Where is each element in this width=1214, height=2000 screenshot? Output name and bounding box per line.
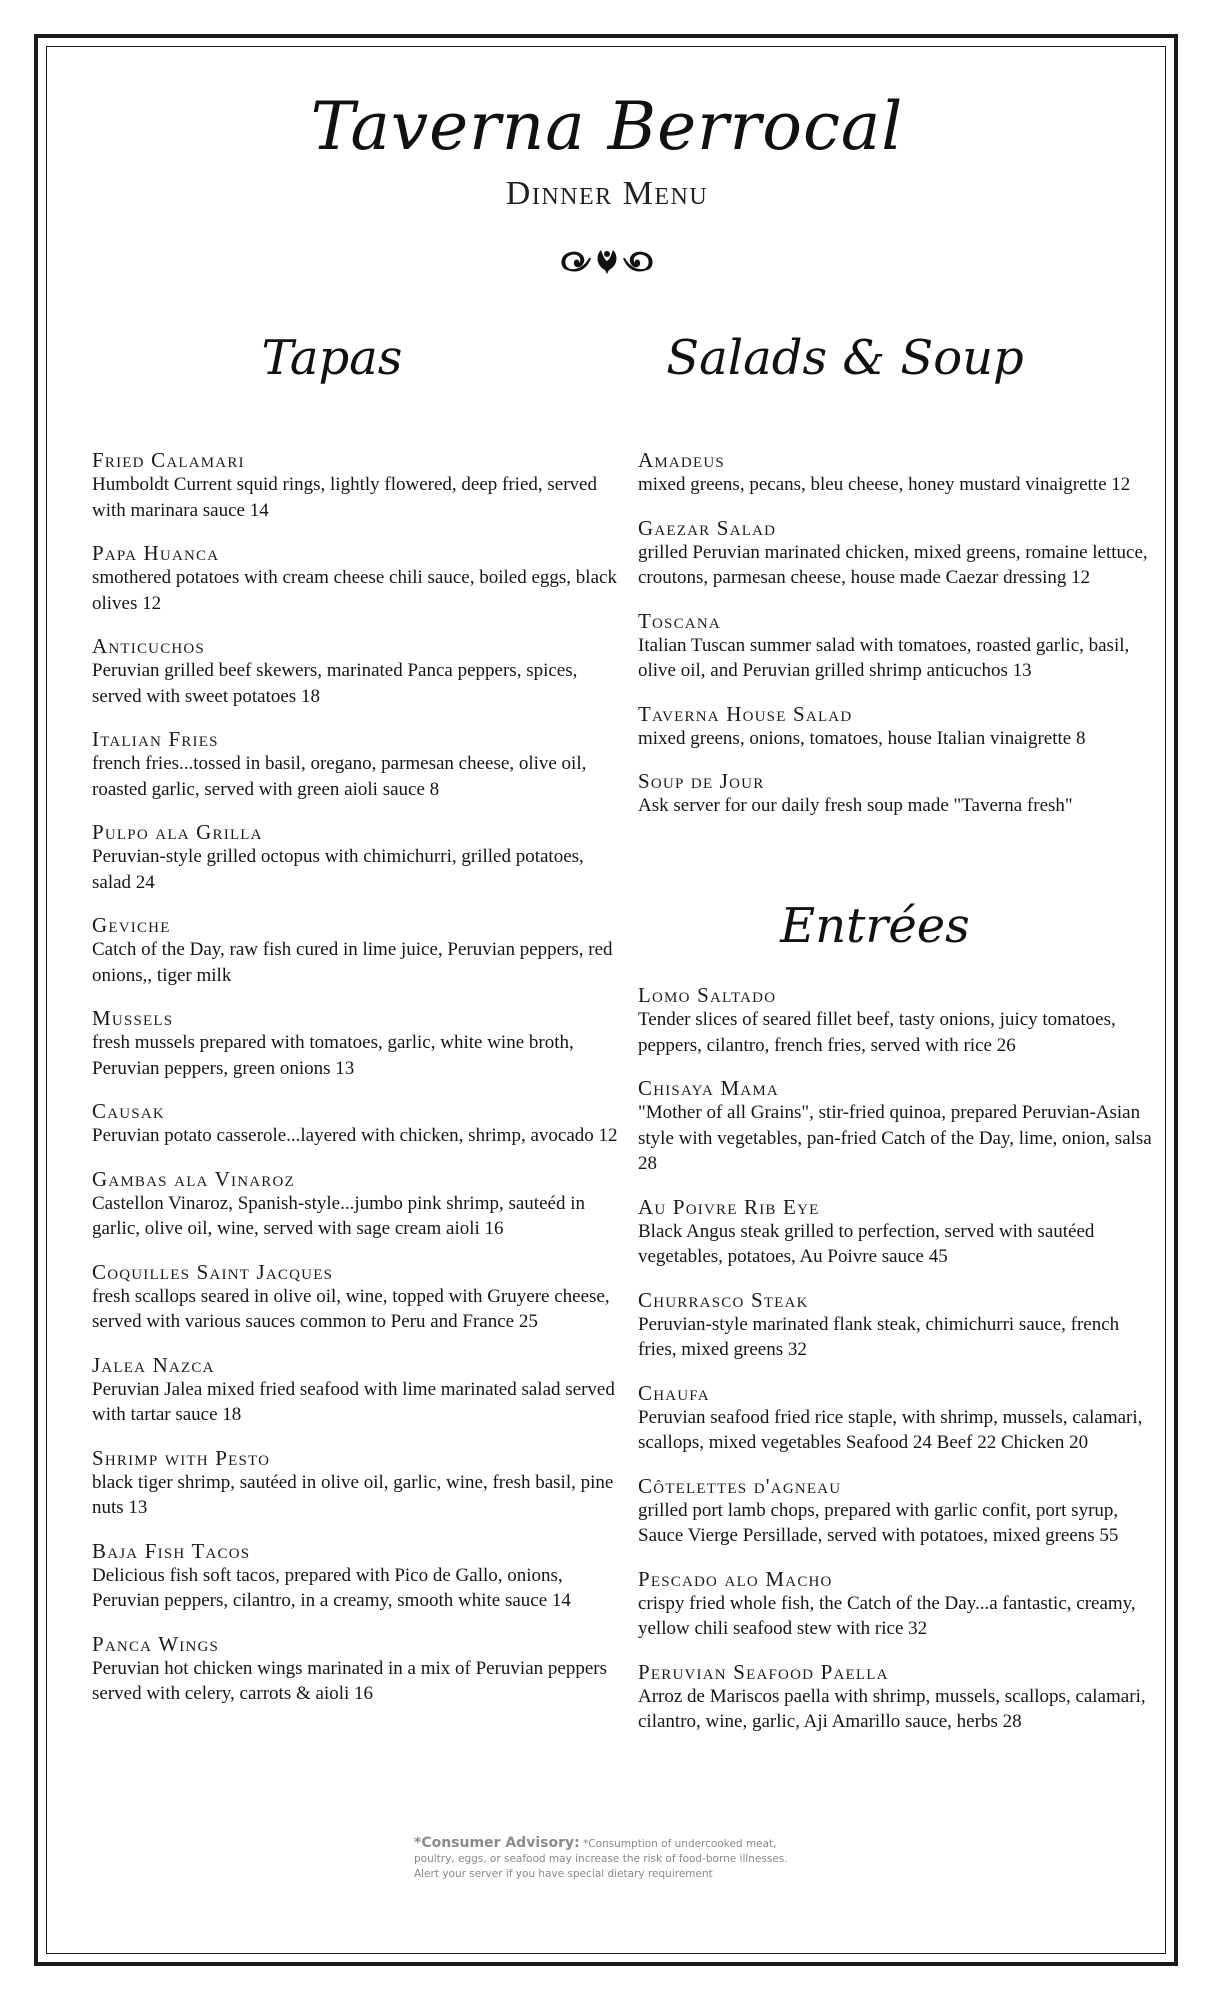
menu-item xyxy=(92,1099,622,1149)
menu-item-description: Arroz de Mariscos paella with shrimp, mussels, scallops, calamari, cilantro, wine, garlic, Aji Amarillo sauce, herbs 28 xyxy=(638,1685,1146,1732)
menu-item-name: Gambas ala Vinaroz xyxy=(92,1166,295,1191)
menu-item-name: Baja Fish Tacos xyxy=(92,1538,251,1563)
menu-item-description: grilled port lamb chops, prepared with garlic confit, port syrup, Sauce Vierge Persillade, served with potatoes, mixed greens 55 xyxy=(638,1499,1119,1546)
menu-item-description: mixed greens, onions, tomatoes, house Italian vinaigrette 8 xyxy=(638,727,1086,749)
menu-item-description: Peruvian hot chicken wings marinated in a mix of Peruvian peppers served with celery, carrots & aioli 16 xyxy=(92,1657,607,1704)
menu-item-description: Peruvian-style grilled octopus with chimichurri, grilled potatoes, salad 24 xyxy=(92,846,584,893)
menu-item-description: mixed greens, pecans, bleu cheese, honey mustard vinaigrette 12 xyxy=(638,474,1131,495)
entrees-heading: Entrées xyxy=(780,898,970,954)
advisory-label: *Consumer Advisory: xyxy=(414,1835,580,1851)
menu-item xyxy=(92,634,622,709)
menu-item-description: grilled Peruvian marinated chicken, mixed greens, romaine lettuce, croutons, parmesan cheese, house made Caezar dressing 12 xyxy=(638,541,1148,588)
menu-item xyxy=(92,541,622,616)
menu-item-name: Coquilles Saint Jacques xyxy=(92,1259,334,1284)
menu-item xyxy=(92,1006,622,1081)
menu-item-name: Fried Calamari xyxy=(92,448,245,472)
advisory-text: *Consumption of undercooked meat, poultry, eggs, or seafood may increase the risk of food-borne illnesses. Alert your server if you have special dietary requirement xyxy=(414,1838,788,1880)
salads-soup-heading: Salads & Soup xyxy=(666,330,1024,386)
menu-item xyxy=(638,1288,1158,1363)
menu-item xyxy=(92,448,622,523)
menu-item-description: Italian Tuscan summer salad with tomatoes, roasted garlic, basil, olive oil, and Peruvian grilled shrimp anticuchos 13 xyxy=(638,634,1130,681)
menu-item-name: Taverna House Salad xyxy=(638,701,853,726)
menu-item-name: Italian Fries xyxy=(92,727,219,751)
menu-item-description: Black Angus steak grilled to perfection, served with sautéed vegetables, potatoes, Au Poivre sauce 45 xyxy=(638,1220,1095,1267)
menu-item xyxy=(638,983,1158,1058)
menu-item xyxy=(92,1446,622,1521)
menu-item-name: Mussels xyxy=(92,1006,174,1030)
menu-item-description: Tender slices of seared fillet beef, tasty onions, juicy tomatoes, peppers, cilantro, french fries, served with rice 26 xyxy=(638,1009,1116,1056)
menu-item-description: Peruvian grilled beef skewers, marinated Panca peppers, spices, served with sweet potatoes 18 xyxy=(92,660,578,707)
menu-item-description: Castellon Vinaroz, Spanish-style...jumbo pink shrimp, sauteéd in garlic, olive oil, wine, served with sage cream aioli 16 xyxy=(92,1192,585,1239)
salads-list xyxy=(638,448,1158,837)
menu-item-description: smothered potatoes with cream cheese chili sauce, boiled eggs, black olives 12 xyxy=(92,567,617,614)
menu-item xyxy=(92,913,622,988)
menu-item-name: Chisaya Mama xyxy=(638,1076,779,1100)
tapas-list xyxy=(92,448,622,1725)
menu-item xyxy=(638,1076,1158,1177)
menu-item-name: Côtelettes d'agneau xyxy=(638,1473,842,1498)
menu-item-name: Anticuchos xyxy=(92,634,206,658)
menu-item xyxy=(92,1539,622,1614)
menu-item-name: Pescado alo Macho xyxy=(638,1566,833,1591)
menu-item-description: Humboldt Current squid rings, lightly flowered, deep fried, served with marinara sauce 14 xyxy=(92,474,597,521)
menu-item xyxy=(92,1167,622,1242)
menu-item xyxy=(638,1567,1158,1642)
menu-item-name: Chaufa xyxy=(638,1380,710,1405)
menu-item-description: Ask server for our daily fresh soup made "Taverna fresh" xyxy=(638,795,1073,816)
consumer-advisory xyxy=(414,1836,794,1882)
menu-item-description: crispy fried whole fish, the Catch of the Day...a fantastic, creamy, yellow chili seafood stew with rice 32 xyxy=(638,1592,1136,1639)
menu-item-name: Panca Wings xyxy=(92,1631,220,1656)
menu-item-description: black tiger shrimp, sautéed in olive oil, garlic, wine, fresh basil, pine nuts 13 xyxy=(92,1471,614,1518)
menu-item xyxy=(638,609,1158,684)
menu-item-name: Au Poivre Rib Eye xyxy=(638,1194,820,1219)
menu-item-name: Lomo Saltado xyxy=(638,983,777,1007)
menu-item-description: fresh scallops seared in olive oil, wine, topped with Gruyere cheese, served with various sauces common to Peru and France 25 xyxy=(92,1285,610,1332)
menu-item xyxy=(638,1660,1158,1735)
menu-item-name: Jalea Nazca xyxy=(92,1352,215,1377)
entrees-list xyxy=(638,983,1158,1753)
menu-item-description: Peruvian potato casserole...layered with chicken, shrimp, avocado 12 xyxy=(92,1125,618,1146)
menu-item-name: Amadeus xyxy=(638,448,725,472)
menu-item xyxy=(638,702,1158,752)
tapas-heading: Tapas xyxy=(261,330,403,386)
menu-item-description: fresh mussels prepared with tomatoes, garlic, white wine broth, Peruvian peppers, green onions 13 xyxy=(92,1032,574,1079)
menu-item-description: Peruvian-style marinated flank steak, chimichurri sauce, french fries, mixed greens 32 xyxy=(638,1313,1120,1360)
menu-item-description: Peruvian seafood fried rice staple, with shrimp, mussels, calamari, scallops, mixed vegetables Seafood 24 Beef 22 Chicken 20 xyxy=(638,1406,1143,1453)
menu-item-description: "Mother of all Grains", stir-fried quinoa, prepared Peruvian-Asian style with vegetables, pan-fried Catch of the Day, lime, onion, salsa 28 xyxy=(638,1102,1152,1174)
menu-item-name: Papa Huanca xyxy=(92,541,220,565)
flourish-ornament-icon xyxy=(557,244,657,278)
menu-item xyxy=(638,1195,1158,1270)
menu-item xyxy=(638,1474,1158,1549)
menu-item-name: Causak xyxy=(92,1099,165,1123)
menu-item-name: Churrasco Steak xyxy=(638,1287,809,1312)
menu-item-name: Pulpo ala Grilla xyxy=(92,820,263,844)
menu-item xyxy=(92,1353,622,1428)
menu-item xyxy=(638,448,1158,498)
menu-item xyxy=(638,516,1158,591)
menu-item xyxy=(92,1632,622,1707)
menu-item xyxy=(638,1381,1158,1456)
menu-item-description: Delicious fish soft tacos, prepared with Pico de Gallo, onions, Peruvian peppers, cilantro, in a creamy, smooth white sauce 14 xyxy=(92,1564,571,1611)
menu-item xyxy=(638,769,1158,819)
menu-item-name: Peruvian Seafood Paella xyxy=(638,1659,889,1684)
menu-item-name: Soup de Jour xyxy=(638,769,765,793)
menu-item-name: Gaezar Salad xyxy=(638,515,777,540)
menu-item-description: french fries...tossed in basil, oregano, parmesan cheese, olive oil, roasted garlic, served with green aioli sauce 8 xyxy=(92,753,587,800)
menu-item xyxy=(92,1260,622,1335)
restaurant-name: Taverna Berrocal xyxy=(310,88,904,165)
menu-item xyxy=(92,820,622,895)
menu-item-description: Catch of the Day, raw fish cured in lime juice, Peruvian peppers, red onions,, tiger milk xyxy=(92,939,613,986)
menu-title: Dinner Menu xyxy=(505,175,709,212)
menu-item xyxy=(92,727,622,802)
menu-item-name: Geviche xyxy=(92,913,171,937)
menu-item-name: Toscana xyxy=(638,608,721,633)
menu-item-description: Peruvian Jalea mixed fried seafood with lime marinated salad served with tartar sauce 18 xyxy=(92,1378,615,1425)
menu-item-name: Shrimp with Pesto xyxy=(92,1445,271,1470)
